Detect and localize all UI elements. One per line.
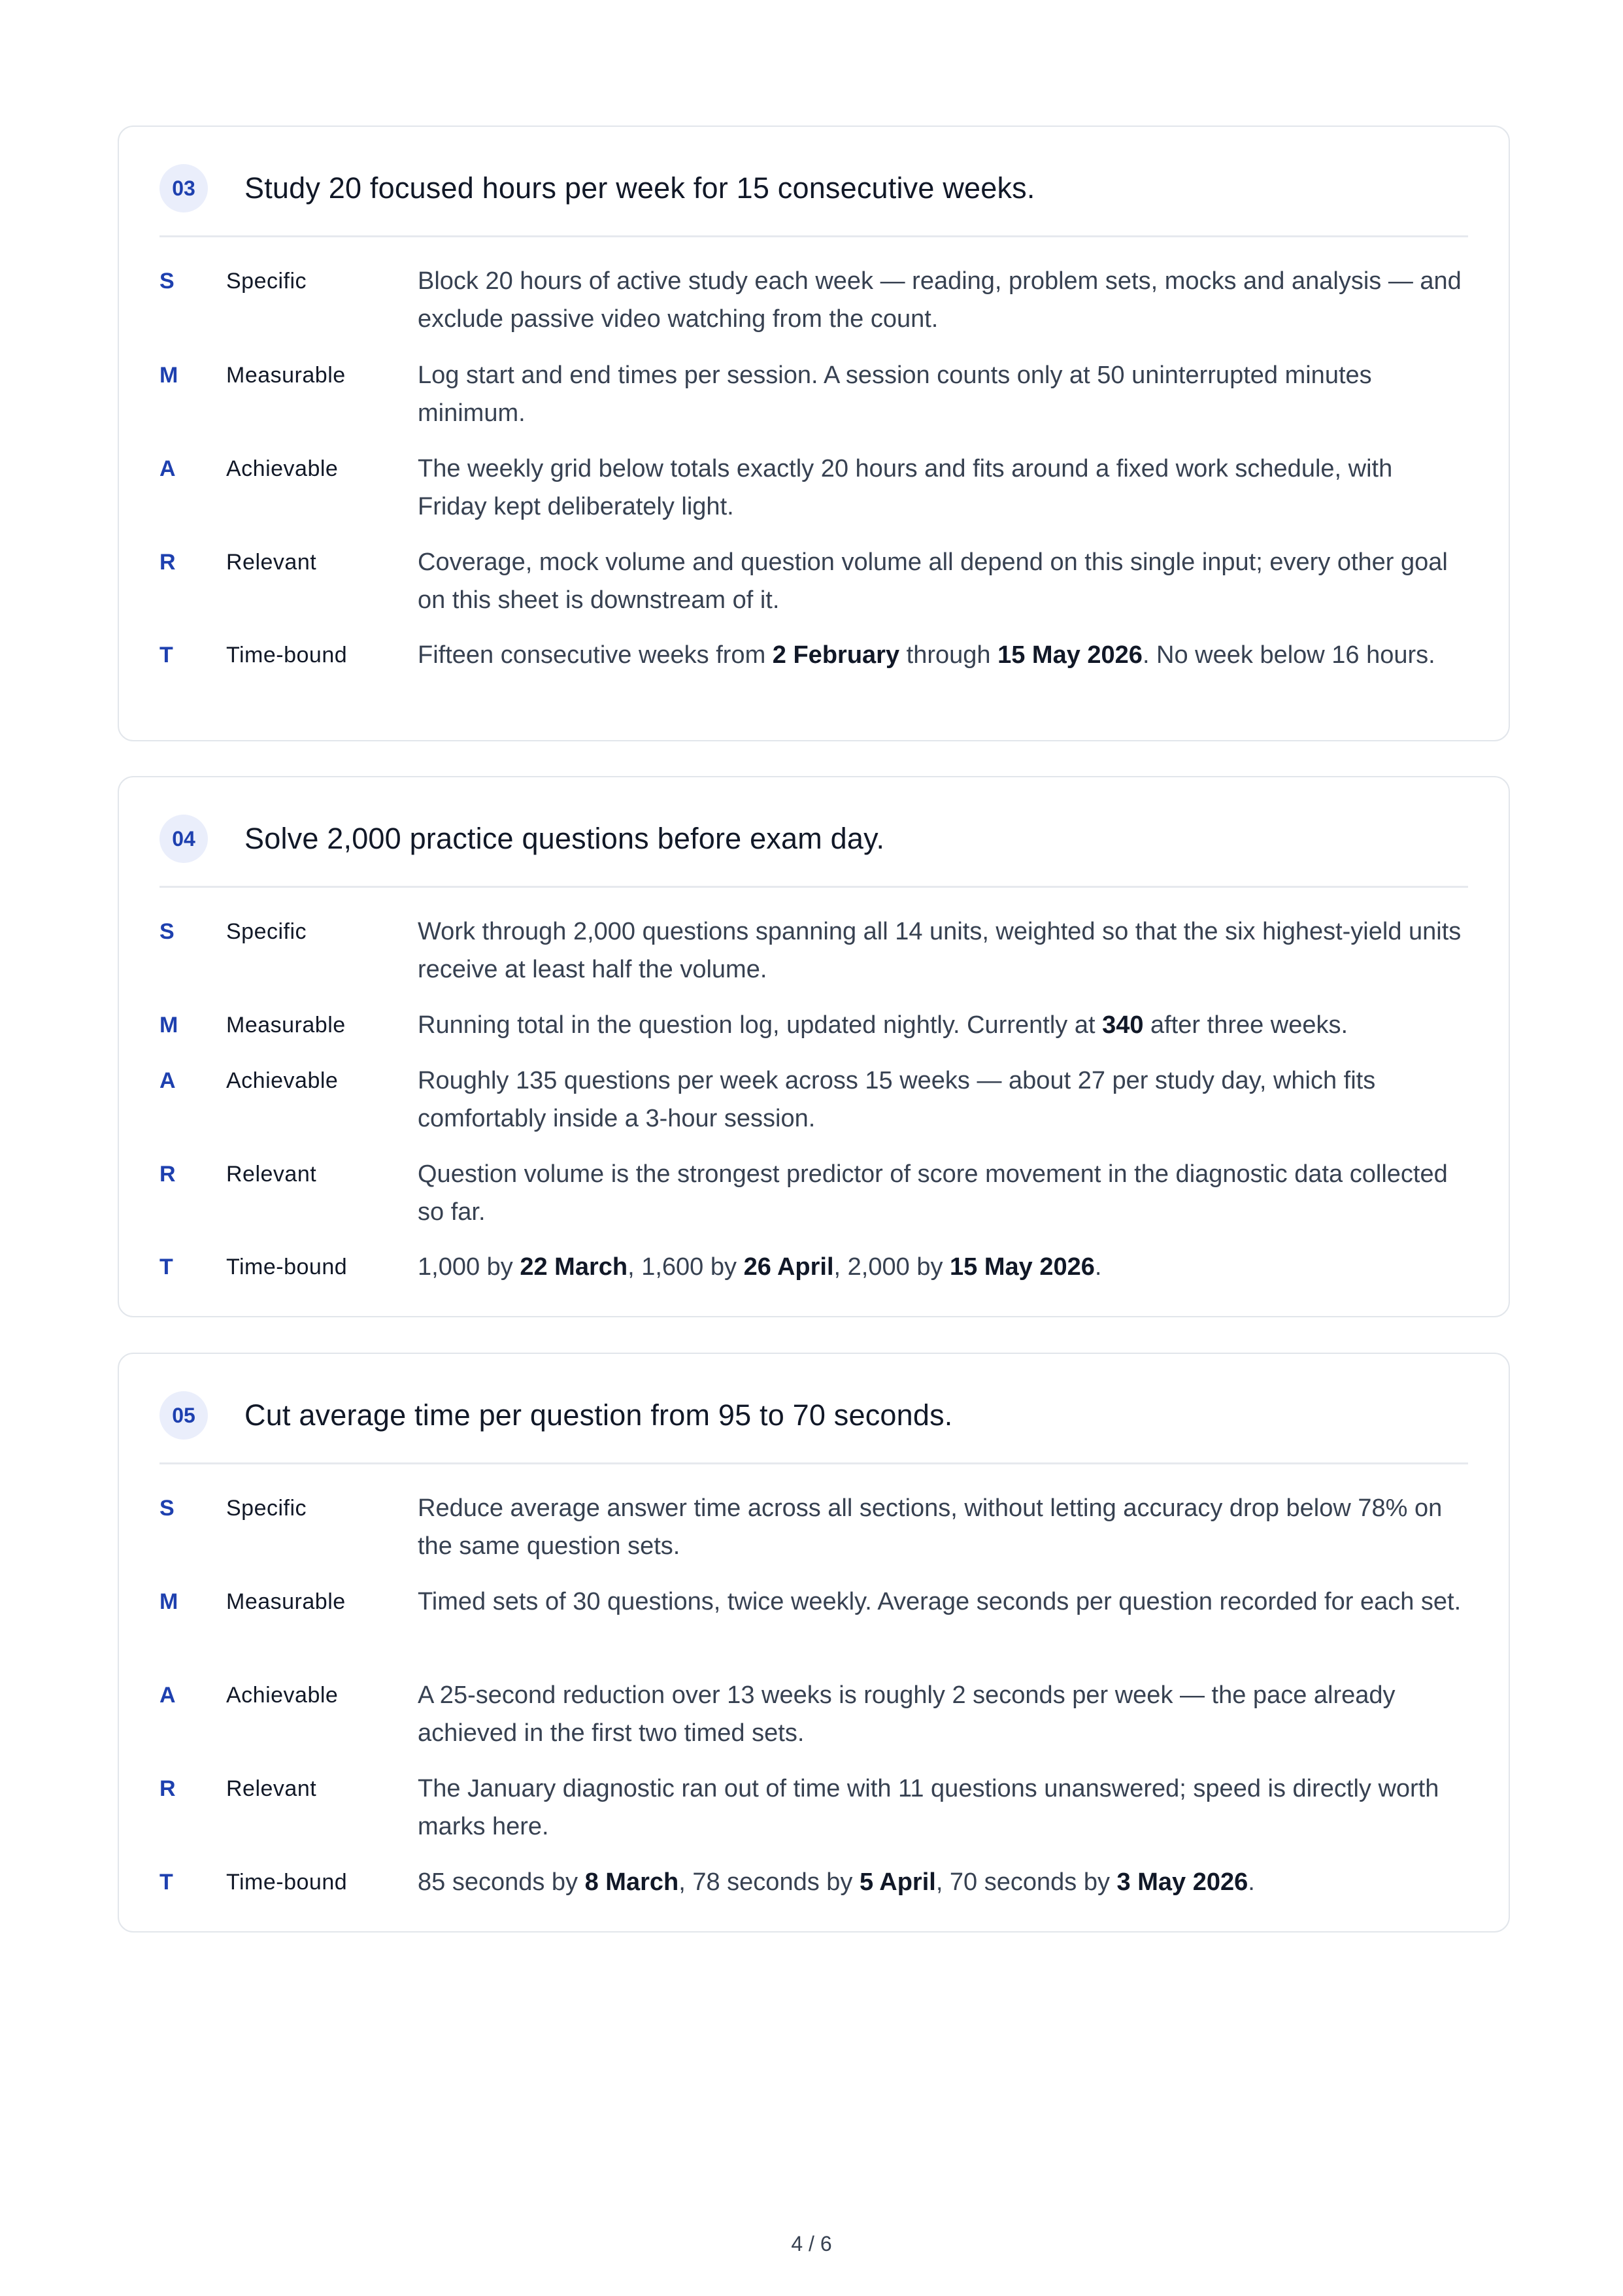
- smart-description: [418, 636, 1468, 674]
- smart-description: [418, 1489, 1468, 1565]
- goal-header: [159, 127, 1468, 237]
- smart-label: Specific: [226, 1496, 307, 1521]
- description-text: 1,000 by: [418, 1253, 520, 1281]
- smart-label: Achievable: [226, 1068, 339, 1093]
- goal-card: [118, 126, 1510, 741]
- description-text: Roughly 135 questions per week across 15 weeks — about 27 per study day, which fits comfortably inside a 3-hour session.: [418, 1067, 1376, 1132]
- smart-letter: M: [159, 1589, 178, 1614]
- smart-description: [418, 1863, 1468, 1901]
- emphasis-text: 8 March: [584, 1868, 679, 1896]
- smart-letter: M: [159, 363, 178, 388]
- description-text: Fifteen consecutive weeks from: [418, 641, 773, 669]
- description-text: after three weeks.: [1143, 1011, 1348, 1039]
- description-text: 85 seconds by: [418, 1868, 585, 1896]
- goal-title: Study 20 focused hours per week for 15 consecutive weeks.: [244, 171, 1035, 205]
- emphasis-text: 26 April: [743, 1253, 834, 1281]
- smart-description: [418, 1676, 1468, 1752]
- smart-label: Time-bound: [226, 643, 348, 667]
- smart-label: Relevant: [226, 1776, 317, 1801]
- smart-label: Specific: [226, 269, 307, 294]
- smart-label: Time-bound: [226, 1255, 348, 1279]
- smart-description: [418, 262, 1468, 338]
- description-text: .: [1248, 1868, 1255, 1896]
- smart-description: [418, 1248, 1468, 1286]
- goal-number-badge: 05: [159, 1391, 208, 1440]
- smart-description: [418, 1006, 1468, 1044]
- smart-description: [418, 543, 1468, 619]
- goal-header: [159, 1354, 1468, 1464]
- description-text: . No week below 16 hours.: [1142, 641, 1435, 669]
- smart-label: Achievable: [226, 456, 339, 481]
- smart-description: [418, 356, 1468, 432]
- smart-description: [418, 1155, 1468, 1231]
- goal-title: Solve 2,000 practice questions before exam day.: [244, 822, 885, 855]
- description-text: Block 20 hours of active study each week — reading, problem sets, mocks and analysis — and exclude passive video watching from the count.: [418, 267, 1462, 333]
- smart-description: [418, 450, 1468, 526]
- description-text: , 2,000 by: [833, 1253, 950, 1281]
- smart-letter: T: [159, 1255, 173, 1279]
- goal-card: [118, 776, 1510, 1317]
- emphasis-text: 5 April: [859, 1868, 936, 1896]
- goal-number-badge: 03: [159, 164, 208, 212]
- description-text: , 1,600 by: [627, 1253, 744, 1281]
- smart-letter: A: [159, 456, 176, 481]
- description-text: Work through 2,000 questions spanning all 14 units, weighted so that the six highest-yield units receive at least half the volume.: [418, 918, 1462, 983]
- smart-description: [418, 913, 1468, 988]
- smart-letter: S: [159, 269, 175, 294]
- smart-letter: T: [159, 1870, 173, 1895]
- goal-title: Cut average time per question from 95 to 70 seconds.: [244, 1398, 953, 1432]
- smart-letter: S: [159, 919, 175, 944]
- description-text: Coverage, mock volume and question volume all depend on this single input; every other goal on this sheet is downstream of it.: [418, 549, 1448, 614]
- description-text: , 78 seconds by: [678, 1868, 860, 1896]
- smart-label: Relevant: [226, 550, 317, 575]
- smart-label: Achievable: [226, 1683, 339, 1708]
- emphasis-text: 15 May 2026: [997, 641, 1143, 669]
- description-text: .: [1094, 1253, 1102, 1281]
- description-text: The January diagnostic ran out of time with 11 questions unanswered; speed is directly worth marks here.: [418, 1775, 1439, 1840]
- emphasis-text: 2 February: [772, 641, 900, 669]
- smart-letter: A: [159, 1683, 176, 1708]
- description-text: Timed sets of 30 questions, twice weekly. Average seconds per question recorded for each set.: [418, 1588, 1462, 1615]
- description-text: , 70 seconds by: [935, 1868, 1117, 1896]
- smart-label: Relevant: [226, 1162, 317, 1187]
- description-text: through: [899, 641, 998, 669]
- smart-description: [418, 1770, 1468, 1846]
- description-text: Question volume is the strongest predictor of score movement in the diagnostic data collected so far.: [418, 1160, 1448, 1226]
- description-text: The weekly grid below totals exactly 20 hours and fits around a fixed work schedule, with Friday kept deliberately light.: [418, 455, 1393, 520]
- emphasis-text: 340: [1102, 1011, 1144, 1039]
- goal-card: [118, 1353, 1510, 1933]
- description-text: Reduce average answer time across all sections, without letting accuracy drop below 78% on the same question sets.: [418, 1494, 1443, 1560]
- smart-description: [418, 1062, 1468, 1138]
- smart-letter: R: [159, 1776, 176, 1801]
- goal-number-badge: 04: [159, 815, 208, 863]
- page-number: 4 / 6: [791, 2232, 832, 2255]
- smart-letter: A: [159, 1068, 176, 1093]
- smart-letter: R: [159, 550, 176, 575]
- goal-header: [159, 777, 1468, 888]
- description-text: Running total in the question log, updated nightly. Currently at: [418, 1011, 1103, 1039]
- smart-label: Time-bound: [226, 1870, 348, 1895]
- smart-description: [418, 1583, 1468, 1621]
- emphasis-text: 22 March: [520, 1253, 628, 1281]
- smart-label: Specific: [226, 919, 307, 944]
- emphasis-text: 3 May 2026: [1116, 1868, 1248, 1896]
- smart-letter: S: [159, 1496, 175, 1521]
- smart-letter: M: [159, 1013, 178, 1038]
- smart-label: Measurable: [226, 363, 346, 388]
- description-text: A 25-second reduction over 13 weeks is roughly 2 seconds per week — the pace already achieved in the first two timed sets.: [418, 1681, 1396, 1747]
- smart-letter: T: [159, 643, 173, 667]
- smart-label: Measurable: [226, 1013, 346, 1038]
- emphasis-text: 15 May 2026: [950, 1253, 1095, 1281]
- smart-letter: R: [159, 1162, 176, 1187]
- description-text: Log start and end times per session. A session counts only at 50 uninterrupted minutes minimum.: [418, 362, 1372, 427]
- smart-label: Measurable: [226, 1589, 346, 1614]
